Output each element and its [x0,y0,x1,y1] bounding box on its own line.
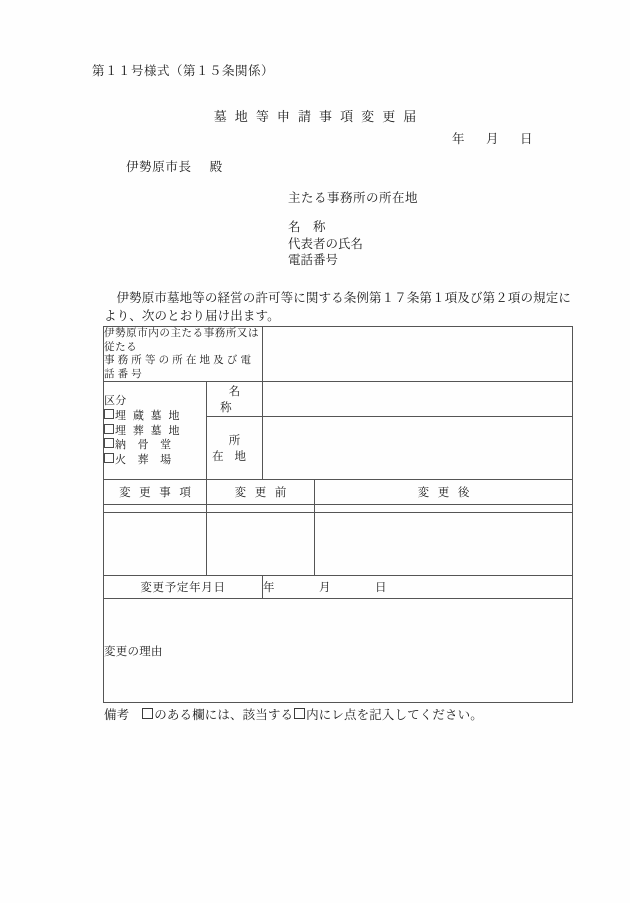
change-before-subcell[interactable] [207,505,315,513]
kubun-option-nokotsudo[interactable] [104,438,206,453]
facility-name-value[interactable] [263,382,573,417]
office-header-line2: 事務所等の所在地及び電話番号 [104,355,255,380]
checkbox-icon [142,708,153,719]
applicant-fields [288,219,363,269]
change-item-subcell[interactable] [104,505,207,513]
change-before-header: 変更前 [207,480,315,505]
office-header-line1: 伊勢原市内の主たる事務所又は従たる [104,328,260,353]
kubun-option-label: 墓 [150,410,169,423]
addressee-name: 伊勢原市長 [126,160,192,174]
kubun-option-label: 葬 [137,453,161,466]
kubun-option-maizo-bochi[interactable] [104,409,206,424]
page-title: 墓地等申請事項変更届 [213,109,425,124]
kubun-option-label: 墓 [150,424,169,437]
kubun-option-label: 火 [115,453,138,466]
facility-location-label: 所在地 [207,417,263,480]
addressee [126,157,223,175]
change-after-value[interactable] [315,513,573,576]
table-row-kubun-name [104,382,573,417]
kubun-option-kasojo[interactable] [104,453,206,468]
kubun-option-label: 地 [168,424,180,437]
checkbox-icon[interactable] [104,453,114,463]
footnote-text-after: 内にレ点を記入してください。 [306,708,483,722]
kubun-option-label: 堂 [160,439,172,452]
addressee-honorific: 殿 [209,160,223,174]
kubun-cell [104,382,207,480]
office-header-value[interactable] [263,327,573,382]
table-row-reason [104,599,573,703]
planned-date-day-label: 日 [375,582,387,594]
date-line [452,129,533,147]
facility-location-value[interactable] [263,417,573,480]
kubun-option-maiso-bochi[interactable] [104,424,206,439]
kubun-option-label: 骨 [137,439,161,452]
table-row-planned-date [104,576,573,599]
change-after-subcell[interactable] [315,505,573,513]
footnote-prefix: 備考 [104,708,130,722]
footnote-text-before: のある欄には、該当する [154,708,294,722]
office-header-label [104,327,263,382]
planned-date-year-label: 年 [263,582,275,594]
kubun-option-label: 地 [168,410,180,423]
checkbox-icon[interactable] [104,424,114,434]
form-number: 第１１号様式（第１５条関係） [92,64,275,78]
footnote [104,705,483,723]
table-row-change-sub [104,505,573,513]
kubun-option-label: 納 [115,439,138,452]
applicant-representative-label: 代表者の氏名 [288,236,364,251]
facility-name-label: 名称 [207,382,263,417]
kubun-option-list [104,409,206,467]
kubun-option-label: 場 [160,453,172,466]
date-month-label: 月 [486,132,499,146]
table-row-change-body [104,513,573,576]
planned-date-label: 変更予定年月日 [104,576,263,599]
date-year-label: 年 [452,132,465,146]
kubun-option-label: 蔵 [132,410,151,423]
reason-cell[interactable] [104,599,573,703]
applicant-office-location-label: 主たる事務所の所在地 [288,191,419,205]
planned-date-value[interactable] [263,576,573,599]
planned-date-month-label: 月 [319,582,331,594]
reason-label: 変更の理由 [104,645,163,658]
change-after-header: 変更後 [315,480,573,505]
kubun-option-label: 埋 [115,424,133,437]
table-row-office [104,327,573,382]
change-before-value[interactable] [207,513,315,576]
checkbox-icon [294,708,305,719]
table-row-change-headers [104,480,573,505]
change-item-value[interactable] [104,513,207,576]
checkbox-icon[interactable] [104,409,114,419]
date-day-label: 日 [520,132,533,146]
kubun-title: 区分 [104,394,127,407]
checkbox-icon[interactable] [104,438,114,448]
kubun-option-label: 埋 [115,410,133,423]
kubun-option-label: 葬 [132,424,151,437]
applicant-name-label: 名 称 [288,220,326,234]
body-paragraph: 伊勢原市墓地等の経営の許可等に関する条例第１７条第１項及び第２項の規定により、次のとおり届け出ます。 [104,291,572,323]
change-item-header: 変更事項 [104,480,207,505]
applicant-phone-label: 電話番号 [288,253,339,267]
form-table [103,326,573,703]
